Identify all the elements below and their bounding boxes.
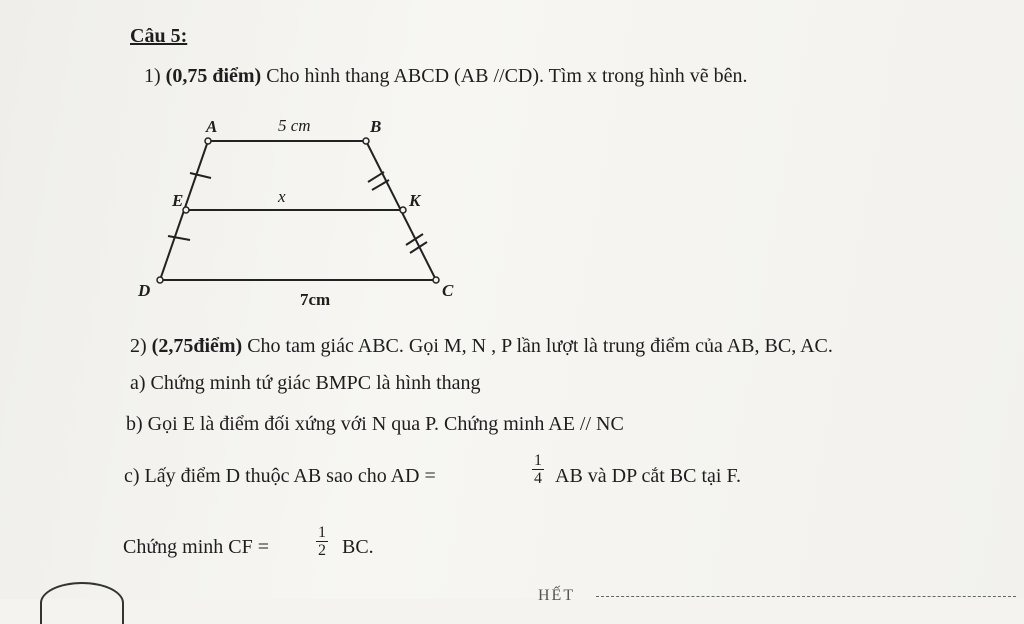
part2-c-prefix: c) Lấy điểm D thuộc AB sao cho AD = bbox=[124, 465, 436, 487]
question-title: Câu 5: bbox=[130, 25, 188, 47]
tick-bk-1 bbox=[368, 172, 384, 182]
prove-prefix: Chứng minh CF = bbox=[123, 536, 270, 558]
part2-b: b) Gọi E là điểm đối xứng với N qua P. Chứng minh AE // NC bbox=[126, 413, 624, 435]
label-c: C bbox=[442, 281, 454, 300]
point-b bbox=[363, 138, 369, 144]
fraction-numerator: 1 bbox=[318, 524, 326, 541]
point-c bbox=[433, 277, 439, 283]
label-k: K bbox=[409, 191, 421, 210]
fraction-numerator: 1 bbox=[534, 452, 542, 469]
point-k bbox=[400, 207, 406, 213]
label-b: B bbox=[370, 117, 382, 136]
part1-number: 1) bbox=[144, 65, 161, 87]
tick-ae bbox=[190, 173, 211, 178]
paper-edge-arc bbox=[40, 582, 124, 624]
part1-line bbox=[144, 64, 748, 88]
part2-a: a) Chứng minh tứ giác BMPC là hình thang bbox=[130, 372, 481, 394]
trapezoid-figure bbox=[130, 110, 470, 310]
part2-number: 2) bbox=[130, 335, 147, 357]
point-e bbox=[183, 207, 189, 213]
length-dc: 7cm bbox=[300, 290, 331, 309]
part1-points: (0,75 điểm) bbox=[165, 65, 262, 87]
prove-suffix: BC. bbox=[342, 536, 374, 558]
part2-c-suffix: AB và DP cắt BC tại F. bbox=[555, 465, 741, 487]
fraction-one-half bbox=[316, 524, 328, 559]
part2-points: (2,75điểm) bbox=[151, 335, 243, 357]
label-e: E bbox=[172, 191, 184, 210]
length-ab: 5 cm bbox=[278, 116, 311, 135]
fraction-one-quarter bbox=[532, 452, 544, 487]
part2-line bbox=[130, 334, 833, 358]
point-a bbox=[205, 138, 211, 144]
point-d bbox=[157, 277, 163, 283]
end-dashed-line bbox=[596, 596, 1016, 597]
tick-ed bbox=[168, 236, 190, 240]
label-a: A bbox=[206, 117, 218, 136]
label-d: D bbox=[138, 281, 151, 300]
fraction-denominator: 4 bbox=[534, 470, 542, 487]
end-marker: HẾT bbox=[538, 587, 576, 604]
fraction-denominator: 2 bbox=[318, 542, 326, 559]
part1-text: Cho hình thang ABCD (AB //CD). Tìm x trong hình vẽ bên. bbox=[266, 65, 748, 87]
part2-text: Cho tam giác ABC. Gọi M, N , P lần lượt là trung điểm của AB, BC, AC. bbox=[247, 335, 833, 357]
tick-bk-2 bbox=[372, 180, 389, 190]
length-ek: x bbox=[278, 187, 286, 206]
